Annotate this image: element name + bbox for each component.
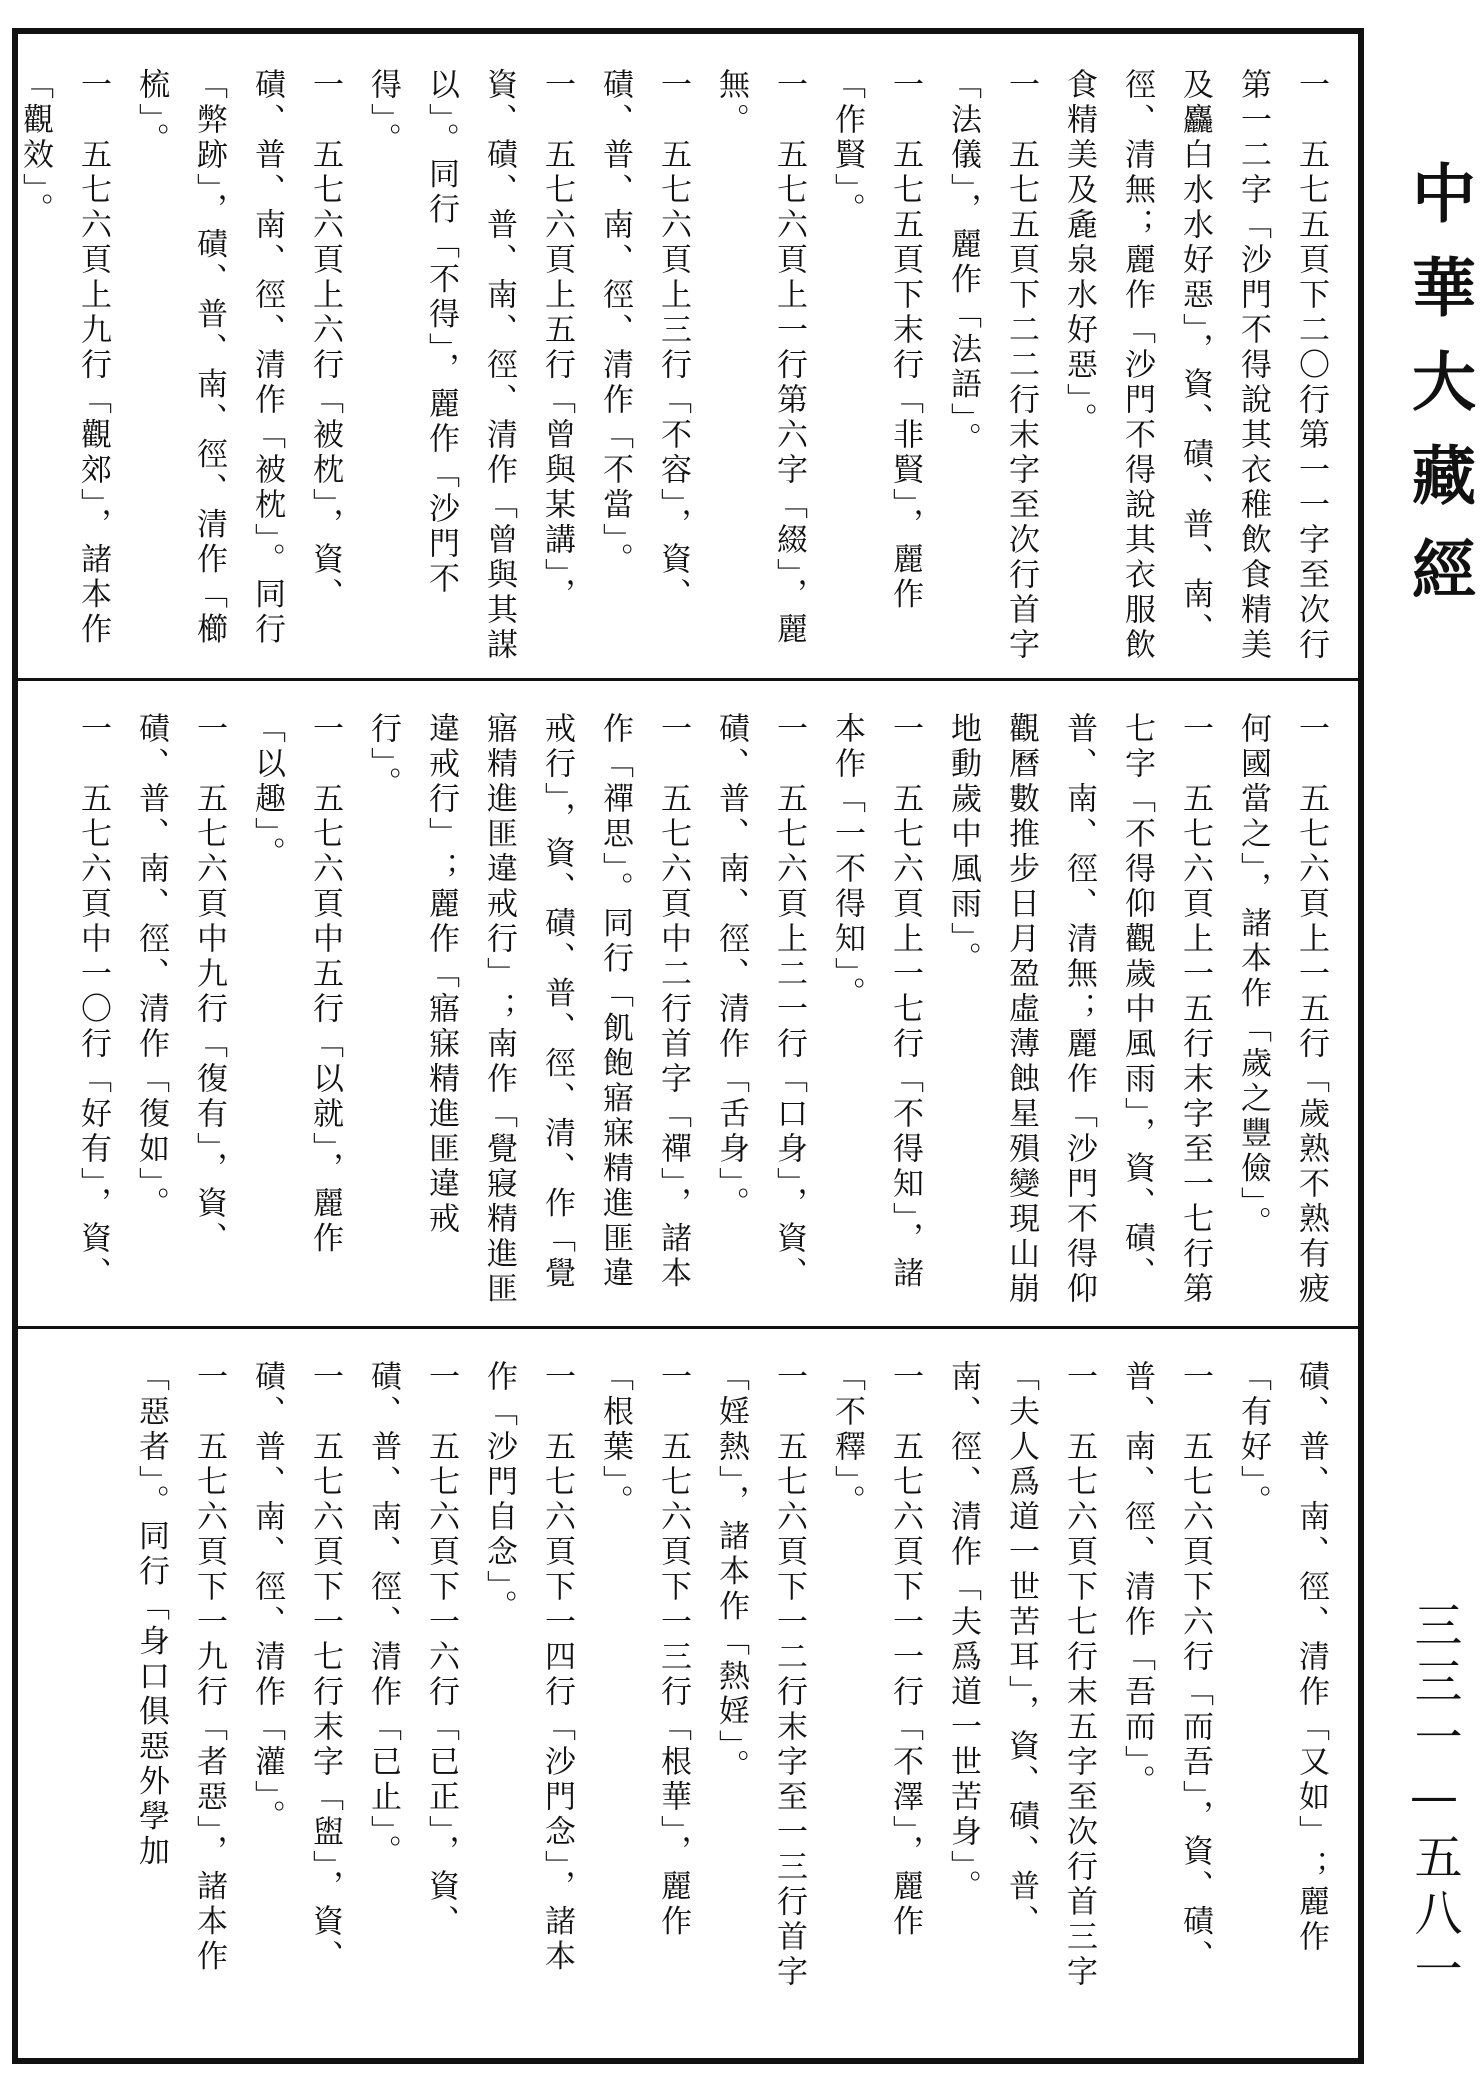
note-entry: 一 五七五頁下二二行末字至次行首字「法儀」，麗作「法語」。 bbox=[945, 68, 1039, 663]
note-entry: 一 五七五頁下二〇行第一一字至次行第一二字「沙門不得說其衣稚飲食精美及麤白水水好惡」，資、磧、普、南、徑、清無；麗作「沙門不得說其衣服飲食精美及麁泉水好惡」。 bbox=[1061, 68, 1329, 663]
note-entry: 磧、普、南、徑、清作「又如」；麗作「有好」。 bbox=[1235, 1360, 1329, 1955]
note-entry: 一 五七六頁下一六行「已正」，資、磧、普、南、徑、清作「已止」。 bbox=[365, 1360, 459, 1940]
note-entry: 一 五七六頁下一三行「根華」，麗作「根葉」。 bbox=[597, 1360, 691, 1940]
header-title: 中華大藏經 bbox=[1401, 160, 1476, 630]
note-entry: 一 五七六頁中九行「復有」，資、磧、普、南、徑、清作「復如」。 bbox=[133, 712, 227, 1257]
note-entry: 一 五七六頁上一五行末字至一七行第七字「不得仰觀歲中風雨」，資、磧、普、南、徑、清無；麗作「沙門不得仰觀曆數推步日月盈虛薄蝕星殞變現山崩地動歲中風雨」。 bbox=[945, 712, 1213, 1307]
note-entry: 一 五七六頁上九行「觀郊」，諸本作「觀效」。 bbox=[17, 68, 111, 648]
note-entry: 一 五七六頁上五行「曾與某講」，資、磧、普、南、徑、清作「曾與其謀以」。同行「不得」，麗作「沙門不得」。 bbox=[365, 68, 575, 663]
note-entry: 一 五七六頁中二行首字「禪」，諸本作「禪思」。同行「飢飽寤寐精進匪違戒行」，資、磧、普、徑、清、作「覺寤精進匪違戒行」；南作「覺寢精進匪違戒行」；麗作「寤寐精進匪違戒行」。 bbox=[365, 712, 691, 1307]
section-top bbox=[17, 68, 1352, 668]
note-entry: 一 五七六頁下一九行「者惡」，諸本作「惡者」。同行「身口俱惡外學加 bbox=[133, 1360, 227, 1975]
note-entry: 一 五七六頁上一七行「不得知」，諸本作「一不得知」。 bbox=[829, 712, 923, 1292]
note-entry: 一 五七六頁下一一行「不澤」，麗作「不釋」。 bbox=[829, 1360, 923, 1940]
section-divider-1 bbox=[12, 678, 1364, 681]
note-entry: 一 五七六頁下七行末五字至次行首三字「夫人爲道一世苦耳」，資、磧、普、南、徑、清作「夫爲道一世苦身」。 bbox=[945, 1360, 1097, 1990]
note-entry: 一 五七六頁下一四行「沙門念」，諸本作「沙門自念」。 bbox=[481, 1360, 575, 1975]
note-entry: 一 五七六頁上六行「被枕」，資、磧、普、南、徑、清作「被枕」。同行「弊跡」，磧、普、南、徑、清作「櫛梳」。 bbox=[133, 68, 343, 648]
note-entry: 一 五七六頁中一〇行「好有」，資、 bbox=[75, 712, 111, 1292]
section-bottom bbox=[20, 1360, 1352, 2000]
note-entry: 一 五七六頁上一行第六字「綴」，麗無。 bbox=[713, 68, 807, 648]
note-entry: 一 五七六頁上一五行「歲熟不熟有疲何國當之」，諸本作「歲之豐儉」。 bbox=[1235, 712, 1329, 1307]
note-entry: 一 五七六頁下一七行末字「盥」，資、磧、普、南、徑、清作「灌」。 bbox=[249, 1360, 343, 1975]
section-middle bbox=[20, 712, 1352, 1312]
page-number: 三三一—五八一 bbox=[1406, 1600, 1462, 2000]
note-entry: 一 五七六頁上二一行「口身」，資、磧、普、南、徑、清作「舌身」。 bbox=[713, 712, 807, 1292]
note-entry: 一 五七六頁下六行「而吾」，資、磧、普、南、徑、清作「吾而」。 bbox=[1119, 1360, 1213, 1975]
note-entry: 一 五七五頁下末行「非賢」，麗作「作賢」。 bbox=[829, 68, 923, 613]
note-entry: 一 五七六頁下一二行末字至一三行首字「婬熱」，諸本作「熱婬」。 bbox=[713, 1360, 807, 1990]
note-entry: 一 五七六頁上三行「不容」，資、磧、普、南、徑、清作「不當」。 bbox=[597, 68, 691, 613]
section-divider-2 bbox=[12, 1326, 1364, 1329]
note-entry: 一 五七六頁中五行「以就」，麗作「以趣」。 bbox=[249, 712, 343, 1257]
